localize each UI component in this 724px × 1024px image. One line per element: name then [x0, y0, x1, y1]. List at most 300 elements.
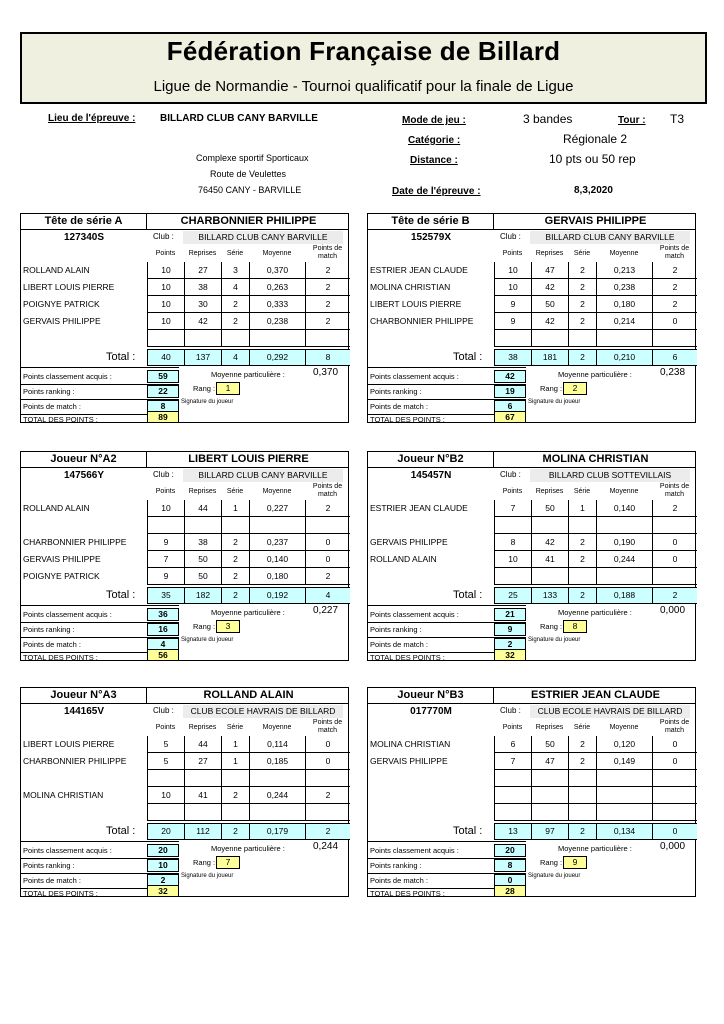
cell-rep: 30 — [184, 296, 221, 313]
cell-moy — [249, 804, 305, 821]
opponent-name: MOLINA CHRISTIAN — [23, 790, 104, 800]
cell-ser: 2 — [568, 534, 596, 551]
table-row — [21, 551, 350, 568]
cell-ser — [568, 568, 596, 585]
total-moy: 0,188 — [596, 588, 652, 603]
col-header-serie: Série — [573, 724, 591, 731]
col-header-reprises: Reprises — [535, 488, 564, 495]
mode-value: 3 bandes — [523, 112, 573, 126]
total-row — [147, 823, 350, 840]
cell-rep: 41 — [184, 787, 221, 804]
total-row — [494, 349, 697, 366]
cell-rep — [531, 770, 568, 787]
opponent-name: POIGNYE PATRICK — [23, 299, 100, 309]
cell-pm: 0 — [652, 753, 697, 770]
cell-pm: 0 — [305, 736, 350, 753]
cell-moy — [249, 330, 305, 347]
club-name: BILLARD CLUB CANY BARVILLE — [530, 231, 690, 244]
table-row — [21, 313, 350, 330]
club-label: Club : — [500, 470, 521, 479]
cell-pts — [147, 804, 184, 821]
total-rep: 181 — [531, 350, 568, 365]
table-row — [21, 279, 350, 296]
cell-pts: 5 — [147, 753, 184, 770]
table-row — [368, 534, 697, 551]
player-card — [367, 213, 696, 423]
ranking-value: 10 — [147, 859, 179, 872]
opponent-name: GERVAIS PHILIPPE — [370, 756, 448, 766]
club-name: CLUB ECOLE HAVRAIS DE BILLARD — [183, 705, 343, 718]
opponent-name: GERVAIS PHILIPPE — [370, 537, 448, 547]
cell-pm — [305, 804, 350, 821]
card-header — [368, 214, 695, 230]
cell-pts — [494, 770, 531, 787]
rang-value: 1 — [216, 382, 240, 395]
col-header-points-match: Points de match — [312, 483, 343, 498]
opponent-name: CHARBONNIER PHILIPPE — [23, 756, 127, 766]
col-header-points-match: Points de match — [312, 719, 343, 734]
match-label: Points de match : — [23, 876, 81, 885]
opponent-name: ROLLAND ALAIN — [23, 265, 90, 275]
total-label: Total : — [106, 351, 136, 363]
total-points-label: TOTAL DES POINTS : — [23, 653, 98, 662]
divider — [21, 605, 179, 606]
cell-rep — [531, 804, 568, 821]
cell-ser: 2 — [568, 551, 596, 568]
total-rep: 133 — [531, 588, 568, 603]
match-value: 8 — [147, 400, 179, 413]
cell-rep: 50 — [531, 736, 568, 753]
total-pts: 25 — [494, 588, 531, 603]
cell-moy: 0,370 — [249, 262, 305, 279]
total-points-label: TOTAL DES POINTS : — [370, 415, 445, 424]
rang-label: Rang : — [193, 622, 216, 631]
ranking-value: 22 — [147, 385, 179, 398]
cell-rep: 47 — [531, 753, 568, 770]
cell-rep: 42 — [531, 313, 568, 330]
table-row — [368, 313, 697, 330]
club-name: BILLARD CLUB CANY BARVILLE — [183, 231, 343, 244]
total-row — [147, 587, 350, 604]
ranking-label: Points ranking : — [370, 387, 422, 396]
cell-ser: 1 — [221, 736, 249, 753]
col-header-moyenne: Moyenne — [262, 724, 292, 731]
table-row — [368, 787, 697, 804]
cell-rep — [531, 787, 568, 804]
cell-rep — [531, 568, 568, 585]
classement-label: Points classement acquis : — [370, 846, 459, 855]
categorie-label: Catégorie : — [408, 135, 461, 146]
cell-pts: 7 — [494, 753, 531, 770]
table-row — [368, 279, 697, 296]
card-title: Joueur N°A3 — [21, 688, 147, 704]
cell-rep — [531, 330, 568, 347]
total-pm: 2 — [305, 824, 350, 839]
rang-label: Rang : — [540, 858, 563, 867]
table-row — [368, 500, 697, 517]
cell-pm: 2 — [305, 500, 350, 517]
signature-label: Signature du joueur — [181, 399, 234, 405]
moyenne-particuliere-label: Moyenne particulière : — [558, 370, 632, 379]
cell-ser: 1 — [568, 500, 596, 517]
cell-ser: 2 — [221, 551, 249, 568]
cell-ser: 2 — [568, 753, 596, 770]
table-row — [21, 262, 350, 279]
total-pm: 0 — [652, 824, 697, 839]
title-box — [20, 32, 707, 104]
divider — [368, 605, 526, 606]
total-ser: 4 — [221, 350, 249, 365]
match-value: 2 — [494, 638, 526, 651]
rang-label: Rang : — [193, 858, 216, 867]
total-points-value: 28 — [494, 885, 526, 897]
cell-moy: 0,244 — [249, 787, 305, 804]
classement-value: 42 — [494, 370, 526, 383]
cell-pm: 2 — [305, 262, 350, 279]
col-header-serie: Série — [573, 488, 591, 495]
player-name: GERVAIS PHILIPPE — [544, 215, 647, 227]
moyenne-particuliere-label: Moyenne particulière : — [211, 608, 285, 617]
cell-ser: 2 — [568, 736, 596, 753]
total-row — [147, 349, 350, 366]
rang-value: 9 — [563, 856, 587, 869]
ranking-label: Points ranking : — [370, 625, 422, 634]
cell-pts: 9 — [494, 313, 531, 330]
table-row — [21, 296, 350, 313]
table-row — [21, 804, 350, 821]
cell-pm: 0 — [652, 313, 697, 330]
opponent-name: ROLLAND ALAIN — [23, 503, 90, 513]
cell-moy: 0,120 — [596, 736, 652, 753]
col-header-points-match: Points de match — [312, 245, 343, 260]
cell-ser: 2 — [568, 262, 596, 279]
cell-pts: 6 — [494, 736, 531, 753]
licence-number: 147566Y — [63, 470, 105, 481]
total-pts: 40 — [147, 350, 184, 365]
classement-label: Points classement acquis : — [23, 846, 112, 855]
opponent-name: LIBERT LOUIS PIERRE — [370, 299, 462, 309]
classement-label: Points classement acquis : — [370, 372, 459, 381]
cell-moy — [596, 517, 652, 534]
cell-pts: 10 — [494, 551, 531, 568]
cell-pts: 10 — [494, 279, 531, 296]
club-label: Club : — [153, 706, 174, 715]
cell-pm: 0 — [652, 534, 697, 551]
total-rep: 182 — [184, 588, 221, 603]
rang-label: Rang : — [193, 384, 216, 393]
cell-moy: 0,190 — [596, 534, 652, 551]
table-row — [21, 787, 350, 804]
cell-moy: 0,180 — [249, 568, 305, 585]
ranking-value: 9 — [494, 623, 526, 636]
cell-pts — [494, 804, 531, 821]
cell-pts: 9 — [147, 568, 184, 585]
total-points-value: 56 — [147, 649, 179, 661]
cell-pm: 2 — [305, 296, 350, 313]
signature-label: Signature du joueur — [528, 873, 581, 879]
ranking-value: 16 — [147, 623, 179, 636]
table-row — [21, 770, 350, 787]
col-header-reprises: Reprises — [535, 250, 564, 257]
opponent-name: MOLINA CHRISTIAN — [370, 739, 451, 749]
cell-rep: 50 — [184, 568, 221, 585]
col-header-serie: Série — [226, 488, 244, 495]
match-value: 2 — [147, 874, 179, 887]
cell-ser — [568, 517, 596, 534]
col-header-reprises: Reprises — [188, 488, 217, 495]
cell-rep — [184, 770, 221, 787]
distance-value: 10 pts ou 50 rep — [549, 152, 636, 166]
table-row — [368, 296, 697, 313]
cell-moy — [596, 787, 652, 804]
cell-moy: 0,238 — [249, 313, 305, 330]
opponent-name: ROLLAND ALAIN — [370, 554, 437, 564]
cell-ser: 1 — [221, 500, 249, 517]
col-header-points-match: Points de match — [659, 719, 690, 734]
opponent-name: ESTRIER JEAN CLAUDE — [370, 265, 468, 275]
match-value: 6 — [494, 400, 526, 413]
signature-label: Signature du joueur — [528, 637, 581, 643]
col-header-serie: Série — [226, 250, 244, 257]
player-card — [367, 451, 696, 661]
cell-pm — [305, 770, 350, 787]
cell-rep: 38 — [184, 534, 221, 551]
cell-ser: 2 — [221, 296, 249, 313]
classement-value: 20 — [494, 844, 526, 857]
document-title: Fédération Française de Billard — [166, 36, 561, 66]
total-pts: 13 — [494, 824, 531, 839]
cell-pm: 2 — [652, 500, 697, 517]
table-row — [21, 330, 350, 347]
cell-moy: 0,114 — [249, 736, 305, 753]
total-pts: 20 — [147, 824, 184, 839]
player-name: ROLLAND ALAIN — [203, 689, 294, 701]
col-header-points: Points — [502, 724, 523, 731]
cell-moy: 0,140 — [249, 551, 305, 568]
total-rep: 97 — [531, 824, 568, 839]
cell-pm — [652, 770, 697, 787]
total-row — [494, 587, 697, 604]
total-label: Total : — [453, 351, 483, 363]
classement-label: Points classement acquis : — [370, 610, 459, 619]
ranking-label: Points ranking : — [23, 861, 75, 870]
lieu-value: BILLARD CLUB CANY BARVILLE — [160, 113, 318, 124]
total-ser: 2 — [221, 824, 249, 839]
cell-moy: 0,180 — [596, 296, 652, 313]
card-title: Joueur N°A2 — [21, 452, 147, 468]
card-header — [21, 214, 348, 230]
signature-label: Signature du joueur — [181, 637, 234, 643]
player-name: LIBERT LOUIS PIERRE — [188, 453, 309, 465]
match-label: Points de match : — [370, 640, 428, 649]
col-header-moyenne: Moyenne — [609, 488, 639, 495]
cell-pm — [305, 330, 350, 347]
cell-pts: 10 — [147, 500, 184, 517]
player-card — [367, 687, 696, 897]
cell-moy: 0,238 — [596, 279, 652, 296]
cell-pts — [494, 517, 531, 534]
cell-pts: 10 — [147, 262, 184, 279]
cell-rep — [184, 330, 221, 347]
club-name: BILLARD CLUB CANY BARVILLE — [183, 469, 343, 482]
cell-ser: 2 — [221, 313, 249, 330]
moyenne-particuliere-value: 0,238 — [660, 367, 686, 378]
match-value: 4 — [147, 638, 179, 651]
opponent-name: LIBERT LOUIS PIERRE — [23, 282, 115, 292]
cell-pm: 0 — [305, 753, 350, 770]
cell-ser — [568, 330, 596, 347]
ranking-label: Points ranking : — [23, 387, 75, 396]
opponent-name: GERVAIS PHILIPPE — [23, 554, 101, 564]
divider — [21, 367, 179, 368]
card-header — [21, 688, 348, 704]
player-name: CHARBONNIER PHILIPPE — [180, 215, 317, 227]
col-header-points: Points — [502, 488, 523, 495]
cell-ser: 2 — [221, 534, 249, 551]
licence-number: 152579X — [410, 232, 452, 243]
divider — [21, 841, 179, 842]
rang-label: Rang : — [540, 622, 563, 631]
player-card — [20, 213, 349, 423]
table-row — [368, 736, 697, 753]
rang-value: 3 — [216, 620, 240, 633]
moyenne-particuliere-value: 0,370 — [313, 367, 339, 378]
cell-pts: 10 — [147, 279, 184, 296]
table-row — [368, 568, 697, 585]
date-label: Date de l'épreuve : — [392, 186, 481, 197]
cell-pm: 2 — [305, 568, 350, 585]
total-points-label: TOTAL DES POINTS : — [23, 415, 98, 424]
cell-rep: 42 — [531, 279, 568, 296]
classement-value: 36 — [147, 608, 179, 621]
card-title: Tête de série B — [368, 214, 494, 230]
divider — [368, 367, 526, 368]
cell-pm: 0 — [652, 736, 697, 753]
cell-pm — [652, 804, 697, 821]
col-header-reprises: Reprises — [188, 724, 217, 731]
ranking-label: Points ranking : — [23, 625, 75, 634]
card-title: Tête de série A — [21, 214, 147, 230]
cell-ser: 2 — [568, 279, 596, 296]
cell-pts — [494, 568, 531, 585]
cell-ser — [221, 770, 249, 787]
cell-pm: 2 — [305, 787, 350, 804]
moyenne-particuliere-label: Moyenne particulière : — [211, 370, 285, 379]
cell-pts: 8 — [494, 534, 531, 551]
total-pm: 2 — [652, 588, 697, 603]
cell-pm — [652, 787, 697, 804]
cell-rep — [184, 804, 221, 821]
table-row — [21, 568, 350, 585]
total-label: Total : — [453, 825, 483, 837]
total-moy: 0,210 — [596, 350, 652, 365]
rang-label: Rang : — [540, 384, 563, 393]
cell-rep: 50 — [184, 551, 221, 568]
moyenne-particuliere-label: Moyenne particulière : — [211, 844, 285, 853]
total-ser: 2 — [568, 824, 596, 839]
total-rep: 137 — [184, 350, 221, 365]
match-label: Points de match : — [370, 402, 428, 411]
club-label: Club : — [500, 232, 521, 241]
cell-moy — [249, 770, 305, 787]
cell-pts: 5 — [147, 736, 184, 753]
date-value: 8,3,2020 — [574, 185, 613, 196]
cell-rep: 50 — [531, 500, 568, 517]
col-header-points-match: Points de match — [659, 483, 690, 498]
cell-pts — [147, 330, 184, 347]
cell-rep: 42 — [184, 313, 221, 330]
address-line-3: 76450 CANY - BARVILLE — [198, 185, 302, 195]
opponent-name: MOLINA CHRISTIAN — [370, 282, 451, 292]
mode-label: Mode de jeu : — [402, 115, 466, 126]
cell-rep: 50 — [531, 296, 568, 313]
cell-rep: 44 — [184, 500, 221, 517]
total-pts: 35 — [147, 588, 184, 603]
cell-pm — [652, 517, 697, 534]
cell-ser — [568, 804, 596, 821]
moyenne-particuliere-value: 0,000 — [660, 605, 686, 616]
cell-pts — [147, 770, 184, 787]
player-card — [20, 451, 349, 661]
table-row — [21, 736, 350, 753]
signature-label: Signature du joueur — [181, 873, 234, 879]
total-moy: 0,292 — [249, 350, 305, 365]
opponent-name: GERVAIS PHILIPPE — [23, 316, 101, 326]
col-header-moyenne: Moyenne — [262, 250, 292, 257]
classement-label: Points classement acquis : — [23, 610, 112, 619]
total-label: Total : — [106, 589, 136, 601]
cell-rep: 44 — [184, 736, 221, 753]
opponent-name: POIGNYE PATRICK — [23, 571, 100, 581]
licence-number: 127340S — [63, 232, 105, 243]
categorie-value: Régionale 2 — [563, 132, 628, 146]
cell-pts: 10 — [147, 787, 184, 804]
col-header-moyenne: Moyenne — [609, 250, 639, 257]
card-title: Joueur N°B3 — [368, 688, 494, 704]
cell-pts: 9 — [494, 296, 531, 313]
player-name: MOLINA CHRISTIAN — [542, 453, 649, 465]
opponent-name: LIBERT LOUIS PIERRE — [23, 739, 115, 749]
cell-pm — [305, 517, 350, 534]
col-header-serie: Série — [573, 250, 591, 257]
cell-ser — [221, 804, 249, 821]
table-row — [368, 330, 697, 347]
tour-label: Tour : — [618, 115, 646, 126]
licence-number: 145457N — [410, 470, 452, 481]
ranking-value: 8 — [494, 859, 526, 872]
total-pm: 6 — [652, 350, 697, 365]
club-label: Club : — [500, 706, 521, 715]
cell-ser — [221, 330, 249, 347]
total-row — [494, 823, 697, 840]
card-title: Joueur N°B2 — [368, 452, 494, 468]
classement-label: Points classement acquis : — [23, 372, 112, 381]
cell-pm: 2 — [652, 296, 697, 313]
col-header-reprises: Reprises — [535, 724, 564, 731]
tour-value: T3 — [670, 112, 685, 126]
cell-pm: 2 — [652, 262, 697, 279]
total-label: Total : — [453, 589, 483, 601]
total-points-value: 32 — [494, 649, 526, 661]
total-ser: 2 — [568, 588, 596, 603]
cell-pm: 2 — [305, 313, 350, 330]
moyenne-particuliere-value: 0,000 — [660, 841, 686, 852]
cell-pm: 0 — [652, 551, 697, 568]
cell-rep — [531, 517, 568, 534]
total-ser: 2 — [221, 588, 249, 603]
cell-moy: 0,185 — [249, 753, 305, 770]
cell-rep: 42 — [531, 534, 568, 551]
